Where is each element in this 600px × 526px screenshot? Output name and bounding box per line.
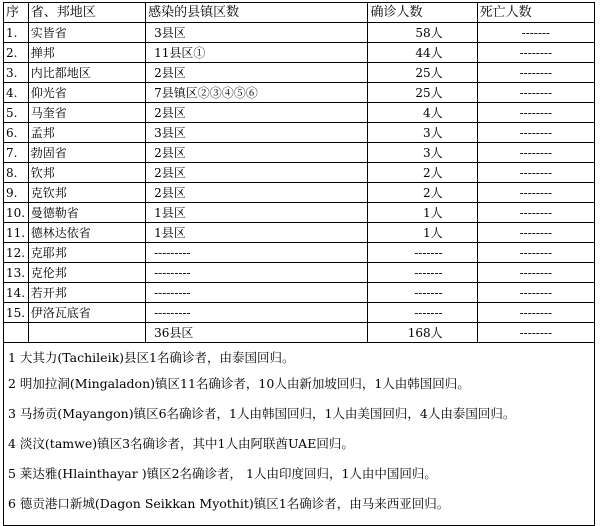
row-townships: 2县区 (146, 103, 368, 123)
row-no: 13. (4, 263, 29, 283)
row-deaths: -------- (477, 43, 594, 63)
total-deaths: -------- (477, 323, 594, 343)
header-townships: 感染的县镇区数 (146, 3, 368, 23)
row-region: 德林达依省 (28, 223, 145, 243)
header-region: 省、邦地区 (28, 3, 145, 23)
notes-cell (4, 343, 595, 526)
row-region: 孟邦 (28, 123, 145, 143)
row-region: 曼德勒省 (28, 203, 145, 223)
row-region: 克耶邦 (28, 243, 145, 263)
total-row (4, 323, 595, 343)
row-cases: 25人 (368, 63, 477, 83)
total-no (4, 323, 29, 343)
row-no: 7. (4, 143, 29, 163)
row-cases: 1人 (368, 203, 477, 223)
row-region: 克钦邦 (28, 183, 145, 203)
table-row (4, 243, 595, 263)
row-cases: ------- (368, 283, 477, 303)
table-row (4, 63, 595, 83)
header-deaths: 死亡人数 (477, 3, 594, 23)
row-no: 9. (4, 183, 29, 203)
row-townships: 11县区① (146, 43, 368, 63)
row-no: 2. (4, 43, 29, 63)
row-deaths: ------- (477, 23, 594, 43)
table-row (4, 43, 595, 63)
row-cases: 44人 (368, 43, 477, 63)
row-townships: 2县区 (146, 63, 368, 83)
table-body (4, 23, 595, 323)
row-no: 6. (4, 123, 29, 143)
row-no: 15. (4, 303, 29, 323)
row-townships: --------- (146, 283, 368, 303)
row-deaths: -------- (477, 303, 594, 323)
header-no: 序 (4, 3, 29, 23)
row-region: 克伦邦 (28, 263, 145, 283)
row-region: 内比都地区 (28, 63, 145, 83)
table-row (4, 203, 595, 223)
row-no: 11. (4, 223, 29, 243)
case-table (3, 2, 595, 526)
row-deaths: -------- (477, 183, 594, 203)
table-row (4, 23, 595, 43)
row-deaths: -------- (477, 283, 594, 303)
row-region: 伊洛瓦底省 (28, 303, 145, 323)
header-row (4, 3, 595, 23)
row-cases: 1人 (368, 223, 477, 243)
row-townships: 2县区 (146, 163, 368, 183)
row-cases: 2人 (368, 163, 477, 183)
row-townships: --------- (146, 263, 368, 283)
row-region: 马奎省 (28, 103, 145, 123)
notes-row (4, 343, 595, 526)
row-townships: 3县区 (146, 23, 368, 43)
row-deaths: -------- (477, 163, 594, 183)
row-region: 若开邦 (28, 283, 145, 303)
table-row (4, 143, 595, 163)
row-deaths: -------- (477, 263, 594, 283)
footnote-6: 6 德贡港口新城(Dagon Seikkan Myothit)镇区1名确诊者，由马来西亚回归。 (8, 496, 450, 511)
row-cases: ------- (368, 243, 477, 263)
table-row (4, 83, 595, 103)
footnote-5: 5 莱达雅(Hlainthayar )镇区2名确诊者， 1人由印度回归，1人由中国回归。 (8, 466, 437, 481)
table-row (4, 183, 595, 203)
row-cases: ------- (368, 303, 477, 323)
table-row (4, 303, 595, 323)
footnote-4: 4 淡汶(tamwe)镇区3名确诊者，其中1人由阿联酋UAE回归。 (8, 436, 354, 451)
row-no: 8. (4, 163, 29, 183)
row-no: 10. (4, 203, 29, 223)
row-cases: ------- (368, 263, 477, 283)
row-townships: 2县区 (146, 183, 368, 203)
row-region: 钦邦 (28, 163, 145, 183)
case-summary-document (3, 2, 595, 526)
row-deaths: -------- (477, 103, 594, 123)
row-townships: 3县区 (146, 123, 368, 143)
row-no: 4. (4, 83, 29, 103)
row-deaths: -------- (477, 203, 594, 223)
row-townships: 1县区 (146, 223, 368, 243)
total-cases: 168人 (368, 323, 477, 343)
table-row (4, 103, 595, 123)
row-townships: 7县镇区②③④⑤⑥ (146, 83, 368, 103)
footnote-1: 1 大其力(Tachileik)县区1名确诊者，由泰国回归。 (8, 350, 295, 365)
row-deaths: -------- (477, 63, 594, 83)
row-no: 5. (4, 103, 29, 123)
row-no: 3. (4, 63, 29, 83)
table-row (4, 283, 595, 303)
total-region (28, 323, 145, 343)
footnote-2: 2 明加拉洞(Mingaladon)镇区11名确诊者，10人由新加坡回归，1人由韩国回归。 (8, 376, 470, 391)
table-row (4, 163, 595, 183)
row-region: 勃固省 (28, 143, 145, 163)
row-region: 仰光省 (28, 83, 145, 103)
row-townships: 1县区 (146, 203, 368, 223)
row-townships: --------- (146, 243, 368, 263)
row-region: 掸邦 (28, 43, 145, 63)
row-cases: 4人 (368, 103, 477, 123)
row-townships: --------- (146, 303, 368, 323)
row-cases: 2人 (368, 183, 477, 203)
row-no: 1. (4, 23, 29, 43)
row-cases: 3人 (368, 143, 477, 163)
row-cases: 25人 (368, 83, 477, 103)
row-townships: 2县区 (146, 143, 368, 163)
total-townships: 36县区 (146, 323, 368, 343)
table-row (4, 263, 595, 283)
row-deaths: -------- (477, 83, 594, 103)
row-cases: 58人 (368, 23, 477, 43)
header-cases: 确诊人数 (368, 3, 477, 23)
row-deaths: -------- (477, 123, 594, 143)
row-no: 14. (4, 283, 29, 303)
table-row (4, 123, 595, 143)
row-deaths: -------- (477, 223, 594, 243)
footnote-3: 3 马扬贡(Mayangon)镇区6名确诊者，1人由韩国回归，1人由美国回归，4人由泰国回归。 (8, 406, 516, 421)
row-region: 实皆省 (28, 23, 145, 43)
row-no: 12. (4, 243, 29, 263)
table-row (4, 223, 595, 243)
row-deaths: -------- (477, 143, 594, 163)
row-cases: 3人 (368, 123, 477, 143)
row-deaths: -------- (477, 243, 594, 263)
